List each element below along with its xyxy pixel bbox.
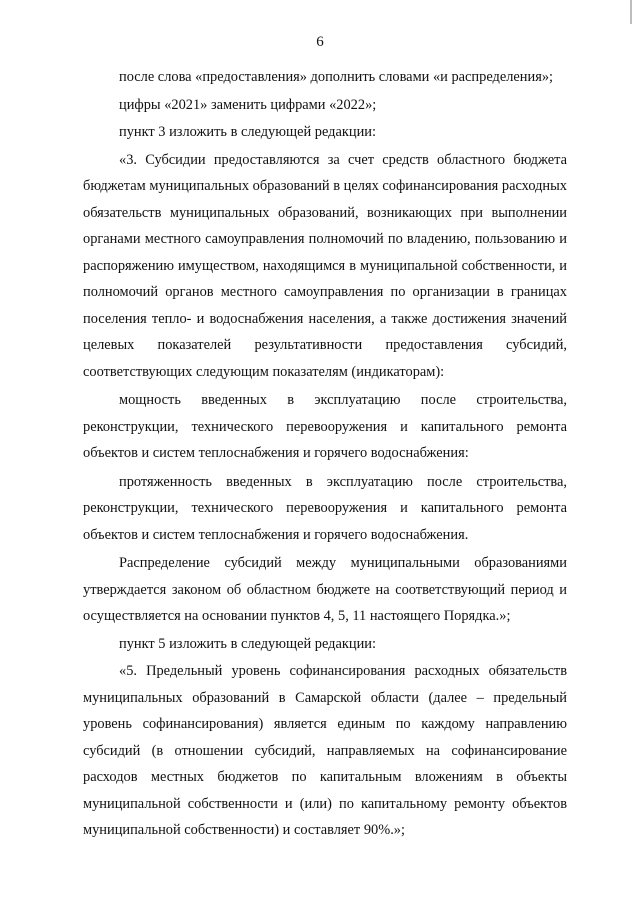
paragraph-9: «5. Предельный уровень софинансирования расходных обязательств муниципальных образований в Самарской области (далее – предельный уровень софинансирования) является единым по каждому направлению субсидий (в отношении субсидий, направляемых на софинансирование расходов местных бюджетов по капитальным вложениям в объекты муниципальной собственности и (или) по капитальному ремонту объектов муниципальной собственности) и составляет 90%.»; — [83, 663, 567, 838]
paragraph-4: «3. Субсидии предоставляются за счет средств областного бюджета бюджетам муниципальных образований в целях софинансирования расходных обязательств муниципальных образований, возникающих при выполнении органами местного самоуправления полномочий по владению, пользованию и распоряжению имуществом, находящимся в муниципальной собственности, и полномочий органов местного самоуправления по организации в границах поселения тепло- и водоснабжения населения, а также достижения значений целевых показателей результативности предоставления субсидий, соответствующих следующим показателям (индикаторам): — [83, 151, 567, 380]
paragraph-1: после слова «предоставления» дополнить словами «и распределения»; — [119, 69, 554, 85]
scan-edge-mark — [630, 0, 632, 24]
document-body — [83, 64, 567, 844]
paragraph-5: мощность введенных в эксплуатацию после строительства, реконструкции, технического перевооружения и капитального ремонта объектов и систем теплоснабжения и горячего водоснабжения: — [83, 392, 567, 461]
paragraph-6: протяженность введенных в эксплуатацию после строительства, реконструкции, технического перевооружения и капитального ремонта объектов и систем теплоснабжения и горячего водоснабжения. — [83, 473, 567, 543]
page-number: 6 — [316, 34, 324, 50]
paragraph-3: пункт 3 изложить в следующей редакции: — [119, 124, 376, 140]
paragraph-8: пункт 5 изложить в следующей редакции: — [119, 635, 376, 652]
paragraph-7: Распределение субсидий между муниципальными образованиями утверждается законом об областном бюджете на соответствующий период и осуществляется на основании пунктов 4, 5, 11 настоящего Порядка.»; — [83, 555, 567, 624]
paragraph-2: цифры «2021» заменить цифрами «2022»; — [119, 96, 377, 113]
